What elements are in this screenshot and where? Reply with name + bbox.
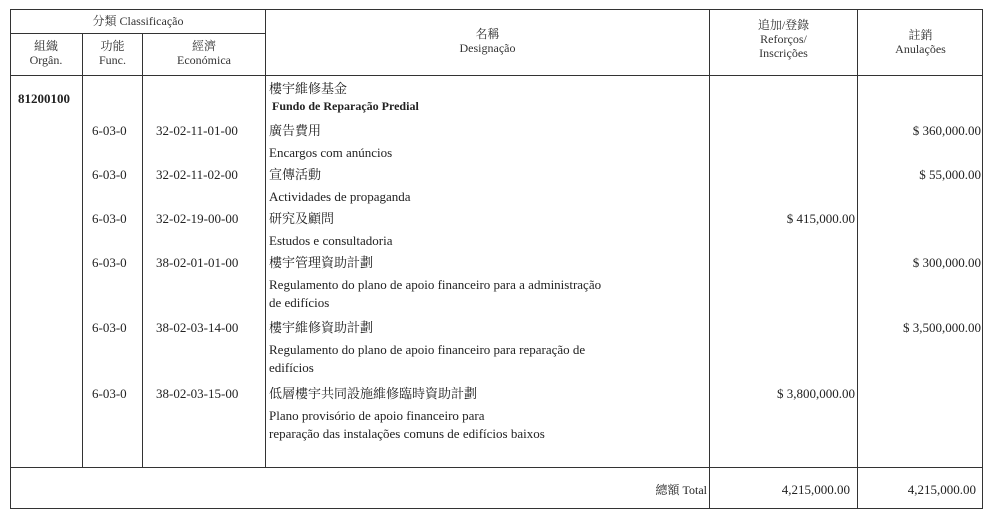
col-divider (265, 9, 266, 467)
total-anulacao: 4,215,000.00 (907, 482, 976, 497)
total-reforco: 4,215,000.00 (781, 482, 850, 497)
func-header-pt: Func. (99, 53, 126, 67)
designation-zh: 廣告費用 (269, 123, 322, 138)
organ-code: 81200100 (18, 91, 70, 106)
anulacao-amount: $ 360,000.00 (912, 123, 981, 138)
header-bottom-line (10, 75, 983, 76)
anulacoes-header-zh: 註銷 (908, 28, 933, 42)
anulacao-amount: $ 3,500,000.00 (903, 320, 981, 335)
econ-header-zh: 經濟 (191, 39, 216, 53)
econ-code: 38-02-03-15-00 (156, 386, 239, 401)
econ-code: 38-02-03-14-00 (156, 320, 239, 335)
designation-zh: 宣傳活動 (269, 167, 322, 182)
func-code: 6-03-0 (92, 320, 127, 335)
func-code: 6-03-0 (92, 211, 127, 226)
designation-zh: 樓宇管理資助計劃 (269, 255, 374, 270)
col-divider (709, 9, 710, 509)
econ-code: 32-02-11-02-00 (156, 167, 238, 182)
fund-title-zh: 樓宇維修基金 (269, 81, 348, 96)
econ-header (143, 39, 265, 67)
func-code: 6-03-0 (92, 123, 127, 138)
row-divider (10, 33, 266, 34)
designation-pt: Regulamento do plano de apoio financeiro para a administração (269, 277, 602, 292)
organ-header-pt: Orgân. (29, 53, 63, 67)
reforcos-header (710, 18, 857, 60)
func-code: 6-03-0 (92, 167, 127, 182)
designation-pt: Plano provisório de apoio financeiro para (269, 408, 485, 423)
designation-pt: Encargos com anúncios (269, 145, 393, 160)
organ-header-zh: 組織 (33, 39, 58, 53)
anulacao-amount: $ 300,000.00 (912, 255, 981, 270)
anulacoes-header (858, 28, 983, 56)
func-header-zh: 功能 (100, 39, 125, 53)
reforco-amount: $ 3,800,000.00 (777, 386, 855, 401)
designation-header (266, 27, 709, 55)
designation-pt: reparação das instalações comuns de edifícios baixos (269, 426, 545, 441)
designation-pt: edifícios (269, 360, 314, 375)
econ-header-pt: Económica (177, 53, 231, 67)
col-divider (82, 33, 83, 467)
fund-title-pt: Fundo de Reparação Predial (272, 99, 419, 113)
reforcos-header-pt2: Inscrições (759, 46, 808, 60)
func-code: 6-03-0 (92, 255, 127, 270)
designation-header-zh: 名稱 (475, 27, 500, 41)
reforcos-header-pt1: Reforços/ (760, 32, 807, 46)
col-divider (142, 33, 143, 467)
total-top-line (10, 467, 983, 468)
designation-pt: de edifícios (269, 295, 330, 310)
designation-header-pt: Designação (459, 41, 516, 55)
designation-pt: Regulamento do plano de apoio financeiro para reparação de (269, 342, 586, 357)
designation-zh: 低層樓宇共同設施維修臨時資助計劃 (269, 386, 478, 401)
econ-code: 38-02-01-01-00 (156, 255, 239, 270)
func-header (83, 39, 142, 67)
econ-code: 32-02-19-00-00 (156, 211, 239, 226)
anulacao-amount: $ 55,000.00 (919, 167, 981, 182)
designation-pt: Estudos e consultadoria (269, 233, 393, 248)
anulacoes-header-pt: Anulações (895, 42, 946, 56)
classification-header: 分類 Classificação (92, 14, 184, 28)
reforcos-header-zh: 追加/登錄 (757, 18, 810, 32)
econ-code: 32-02-11-01-00 (156, 123, 238, 138)
designation-zh: 研究及顧問 (269, 211, 335, 226)
reforco-amount: $ 415,000.00 (786, 211, 855, 226)
designation-pt: Actividades de propaganda (269, 189, 411, 204)
designation-zh: 樓宇維修資助計劃 (269, 320, 374, 335)
organ-header (10, 39, 82, 67)
func-code: 6-03-0 (92, 386, 127, 401)
total-label: 總額 Total (655, 483, 707, 497)
